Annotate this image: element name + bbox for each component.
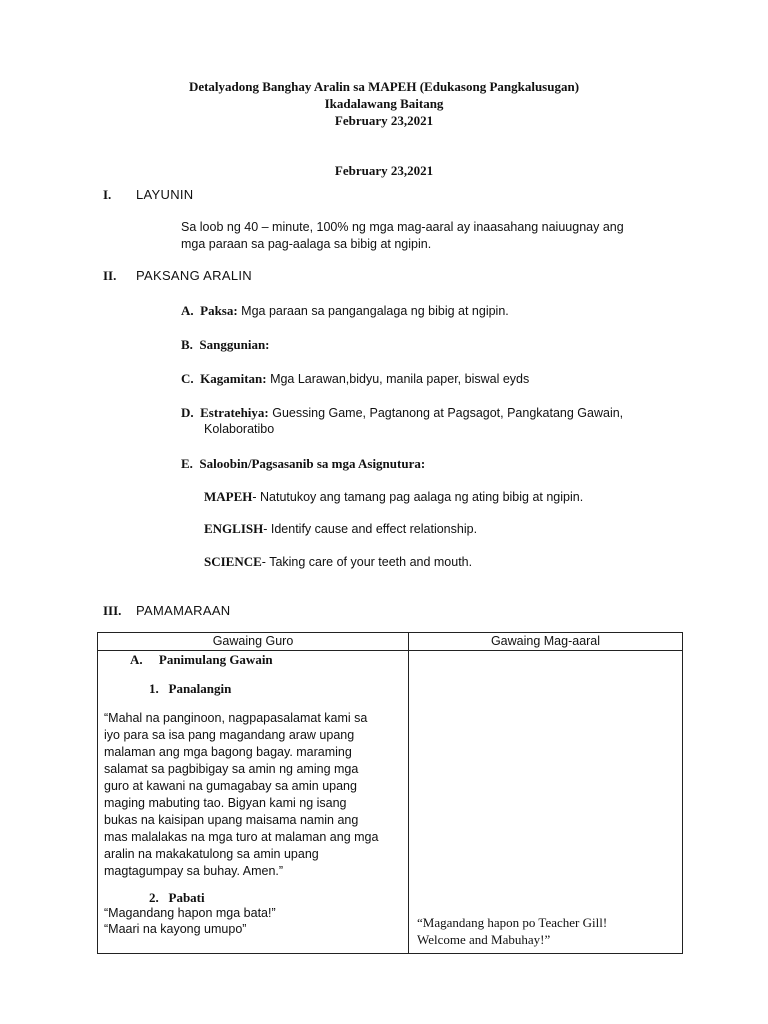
grade-level: Ikadalawang Baitang bbox=[324, 96, 444, 111]
step-2-title: Pabati bbox=[168, 890, 205, 905]
subject-label: ENGLISH bbox=[204, 521, 264, 536]
strategy-item bbox=[181, 404, 623, 422]
section-number-iii: III. bbox=[103, 603, 122, 618]
subject-matter-item bbox=[181, 302, 509, 320]
item-letter: B. bbox=[181, 337, 193, 352]
step-1-number: 1. bbox=[149, 681, 159, 696]
integration-science bbox=[204, 554, 472, 570]
section-number-i: I. bbox=[103, 187, 112, 202]
subject-text: - Identify cause and effect relationship. bbox=[263, 522, 478, 536]
prayer-line: aralin na makakatulong sa amin upang bbox=[104, 847, 319, 861]
objective-line-1: Sa loob ng 40 – minute, 100% ng mga mag-aaral ay inaasahang naiuugnay ang bbox=[181, 220, 624, 234]
prayer-line: magtagumpay sa buhay. Amen.” bbox=[104, 864, 284, 878]
prayer-line: malaman ang mga bagong bagay. maraming bbox=[104, 745, 352, 759]
integration-mapeh bbox=[204, 489, 583, 505]
item-letter: D. bbox=[181, 405, 194, 420]
procedure-table bbox=[97, 632, 683, 954]
step-1-heading bbox=[149, 680, 231, 697]
prayer-line: maging mabuting tao. Bigyan kami ng isang bbox=[104, 796, 347, 810]
integration-english bbox=[204, 521, 477, 537]
prayer-line: “Mahal na panginoon, nagpapasalamat kami sa bbox=[104, 711, 368, 725]
item-label: Estratehiya: bbox=[200, 405, 269, 420]
strategy-item-continuation: Kolaboratibo bbox=[204, 422, 275, 436]
greeting-line-2: “Maari na kayong umupo” bbox=[104, 922, 247, 936]
section-title-layunin: LAYUNIN bbox=[136, 187, 194, 202]
student-activity-cell bbox=[409, 651, 683, 954]
item-text: Mga Larawan,bidyu, manila paper, biswal eyds bbox=[266, 372, 530, 386]
subject-text: - Taking care of your teeth and mouth. bbox=[261, 555, 473, 569]
step-2-number: 2. bbox=[149, 890, 159, 905]
document-title: Detalyadong Banghay Aralin sa MAPEH (Edukasong Pangkalusugan) bbox=[188, 79, 580, 94]
step-2-heading bbox=[149, 889, 205, 906]
item-label: Saloobin/Pagsasanib sa mga Asignutura: bbox=[199, 456, 426, 471]
section-number-ii: II. bbox=[103, 268, 117, 283]
section-title-paksang-aralin: PAKSANG ARALIN bbox=[136, 268, 252, 283]
item-letter: E. bbox=[181, 456, 193, 471]
item-letter: C. bbox=[181, 371, 194, 386]
objective-line-2: mga paraan sa pag-aalaga sa bibig at ngipin. bbox=[181, 237, 432, 251]
subject-text: - Natutukoy ang tamang pag aalaga ng ating bibig at ngipin. bbox=[252, 490, 584, 504]
greeting-line-1: “Magandang hapon mga bata!” bbox=[104, 906, 276, 920]
part-a-title: Panimulang Gawain bbox=[158, 652, 273, 667]
header-date: February 23,2021 bbox=[334, 113, 434, 128]
subject-label: MAPEH bbox=[204, 489, 253, 504]
student-reply-line-1: “Magandang hapon po Teacher Gill! bbox=[417, 915, 608, 930]
item-label: Paksa: bbox=[200, 303, 238, 318]
prayer-line: iyo para sa isa pang magandang araw upang bbox=[104, 728, 355, 742]
part-a-heading bbox=[130, 651, 273, 668]
step-1-title: Panalangin bbox=[168, 681, 232, 696]
materials-item bbox=[181, 370, 529, 388]
student-reply-line-2: Welcome and Mabuhay!” bbox=[417, 932, 551, 947]
prayer-line: guro at kawani na gumagabay sa amin upang bbox=[104, 779, 357, 793]
col-header-teacher: Gawaing Guro bbox=[98, 633, 409, 651]
integration-item bbox=[181, 455, 425, 472]
prayer-line: mas malalakas na mga turo at malaman ang mga bbox=[104, 830, 379, 844]
item-label: Kagamitan: bbox=[200, 371, 267, 386]
teacher-activity-cell bbox=[98, 651, 409, 954]
table-header-row bbox=[98, 633, 683, 651]
reference-item bbox=[181, 336, 270, 353]
table-row bbox=[98, 651, 683, 954]
subject-label: SCIENCE bbox=[204, 554, 262, 569]
section-title-pamamaraan: PAMAMARAAN bbox=[136, 603, 231, 618]
lesson-date: February 23,2021 bbox=[334, 163, 434, 178]
item-label: Sanggunian: bbox=[199, 337, 270, 352]
item-letter: A. bbox=[181, 303, 194, 318]
prayer-line: salamat sa pagbibigay sa amin ng aming mga bbox=[104, 762, 359, 776]
prayer-text bbox=[104, 710, 378, 880]
item-text: Guessing Game, Pagtanong at Pagsagot, Pangkatang Gawain, bbox=[268, 406, 624, 420]
prayer-line: bukas na kaisipan upang maisama namin ang bbox=[104, 813, 359, 827]
item-text: Mga paraan sa pangangalaga ng bibig at ngipin. bbox=[237, 304, 509, 318]
part-a-letter: A. bbox=[130, 652, 143, 667]
col-header-student: Gawaing Mag-aaral bbox=[409, 633, 683, 651]
